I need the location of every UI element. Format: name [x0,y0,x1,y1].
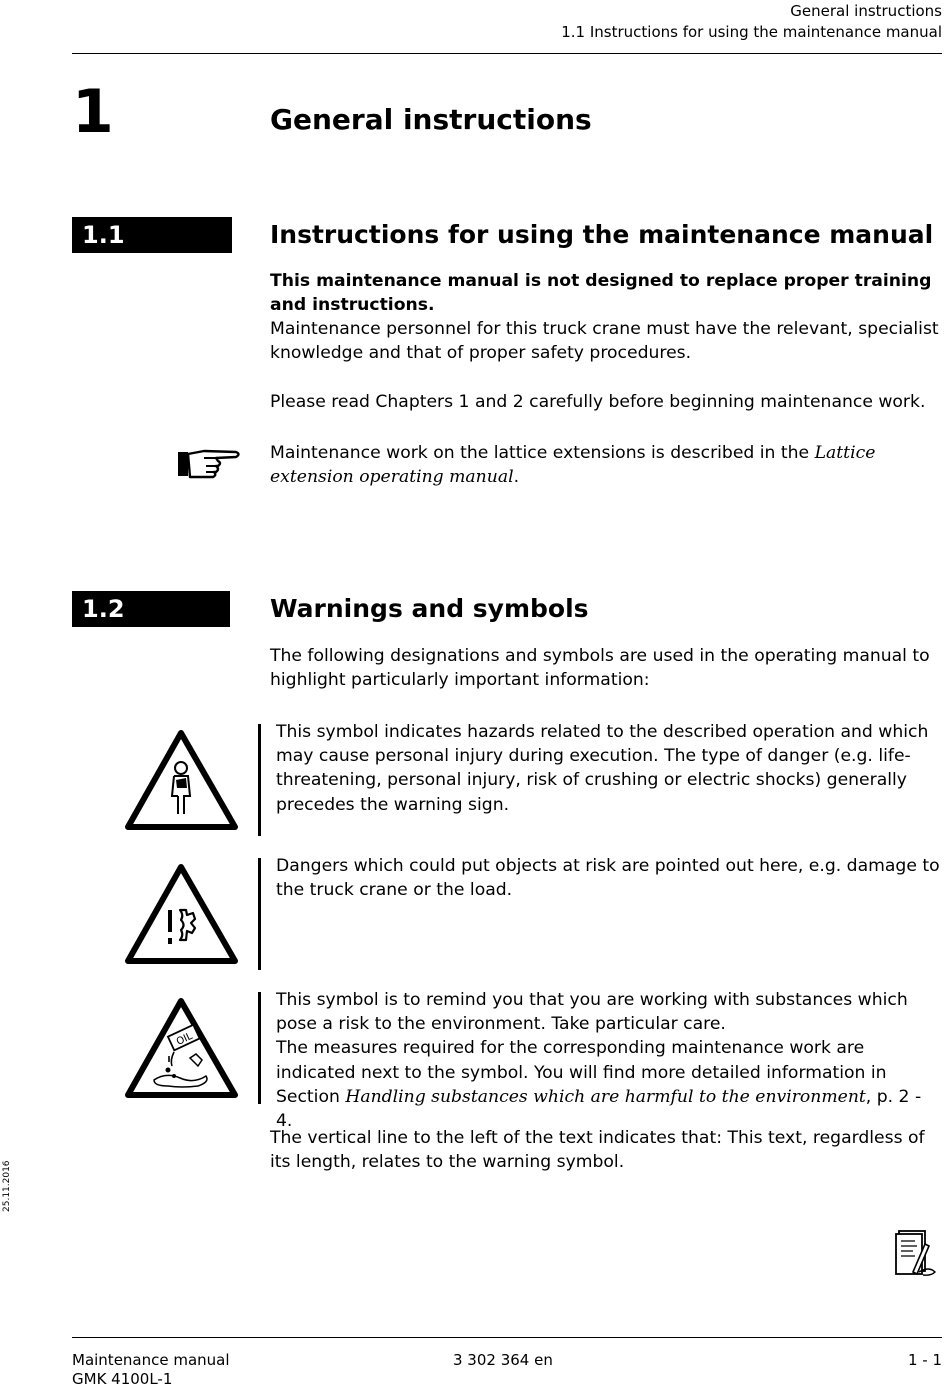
lattice-manual-reference: Lattice extension operating manual [270,443,876,488]
symbols-intro: The following designations and symbols are used in the operating manual to highlight particularly important information: [270,646,930,691]
environment-hazard-warning-icon [124,996,239,1099]
side-date: 25.11.2016 [2,1160,12,1212]
environment-warning-paragraph: This symbol is to remind you that you are working with substances which pose a risk to the environment. Take particular care. [276,990,908,1035]
footer-rule [72,1337,942,1338]
oil-label: OIL [174,1030,195,1048]
warning-vertical-line [258,992,261,1104]
chapter-title: General instructions [270,103,592,136]
personal-injury-warning-icon [124,728,239,831]
lattice-note-end: . [513,467,520,488]
maintenance-manual-icon [893,1228,943,1278]
header-subtitle: 1.1 Instructions for using the maintenance manual [561,23,942,41]
footer-model: GMK 4100L-1 [72,1370,173,1388]
property-damage-warning-text: Dangers which could put objects at risk are pointed out here, e.g. damage to the truck crane or the load. [276,856,940,901]
warning-vertical-line [258,724,261,836]
chapter-number: 1 [72,77,114,147]
section-title: Instructions for using the maintenance manual [270,220,934,249]
section-title: Warnings and symbols [270,594,589,623]
environment-hazard-warning-text [276,988,942,1133]
section-number-badge: 1.1 [72,217,232,253]
pointing-hand-icon [176,446,244,482]
header-title: General instructions [790,2,942,20]
section-number-badge: 1.2 [72,591,230,627]
footer-page-number: 1 - 1 [907,1351,942,1369]
read-note: Please read Chapters 1 and 2 carefully before beginning maintenance work. [270,392,926,412]
vertical-line-explanation: The vertical line to the left of the text indicates that: This text, regardless of its length, relates to the warning symbol. [270,1128,925,1173]
property-damage-warning-icon [124,862,239,965]
intro-paragraph: Maintenance personnel for this truck crane must have the relevant, specialist knowledge and that of proper safety procedures. [270,319,939,364]
bold-intro: This maintenance manual is not designed to replace proper training and instructions. [270,271,932,316]
header-rule [72,53,942,54]
environment-section-link: Handling substances which are harmful to the environment [345,1086,866,1107]
footer-manual-name: Maintenance manual [72,1351,230,1369]
lattice-note [270,441,942,489]
environment-reference-text: The measures required for the corresponding maintenance work are indicated next to the symbol. You will find more detailed information in Section [276,1038,887,1107]
environment-warning-reference [276,1036,942,1133]
environment-page-ref: , p. 2 - 4. [276,1086,922,1132]
lattice-note-text: Maintenance work on the lattice extensions is described in the [270,443,815,463]
warning-vertical-line [258,858,261,970]
personal-injury-warning-text: This symbol indicates hazards related to the described operation and which may cause personal injury during execution. The type of danger (e.g. life-threatening, personal injury, risk of crushing or electric shocks) generally precedes the warning sign. [276,722,929,815]
footer-document-number: 3 302 364 en [453,1351,553,1369]
